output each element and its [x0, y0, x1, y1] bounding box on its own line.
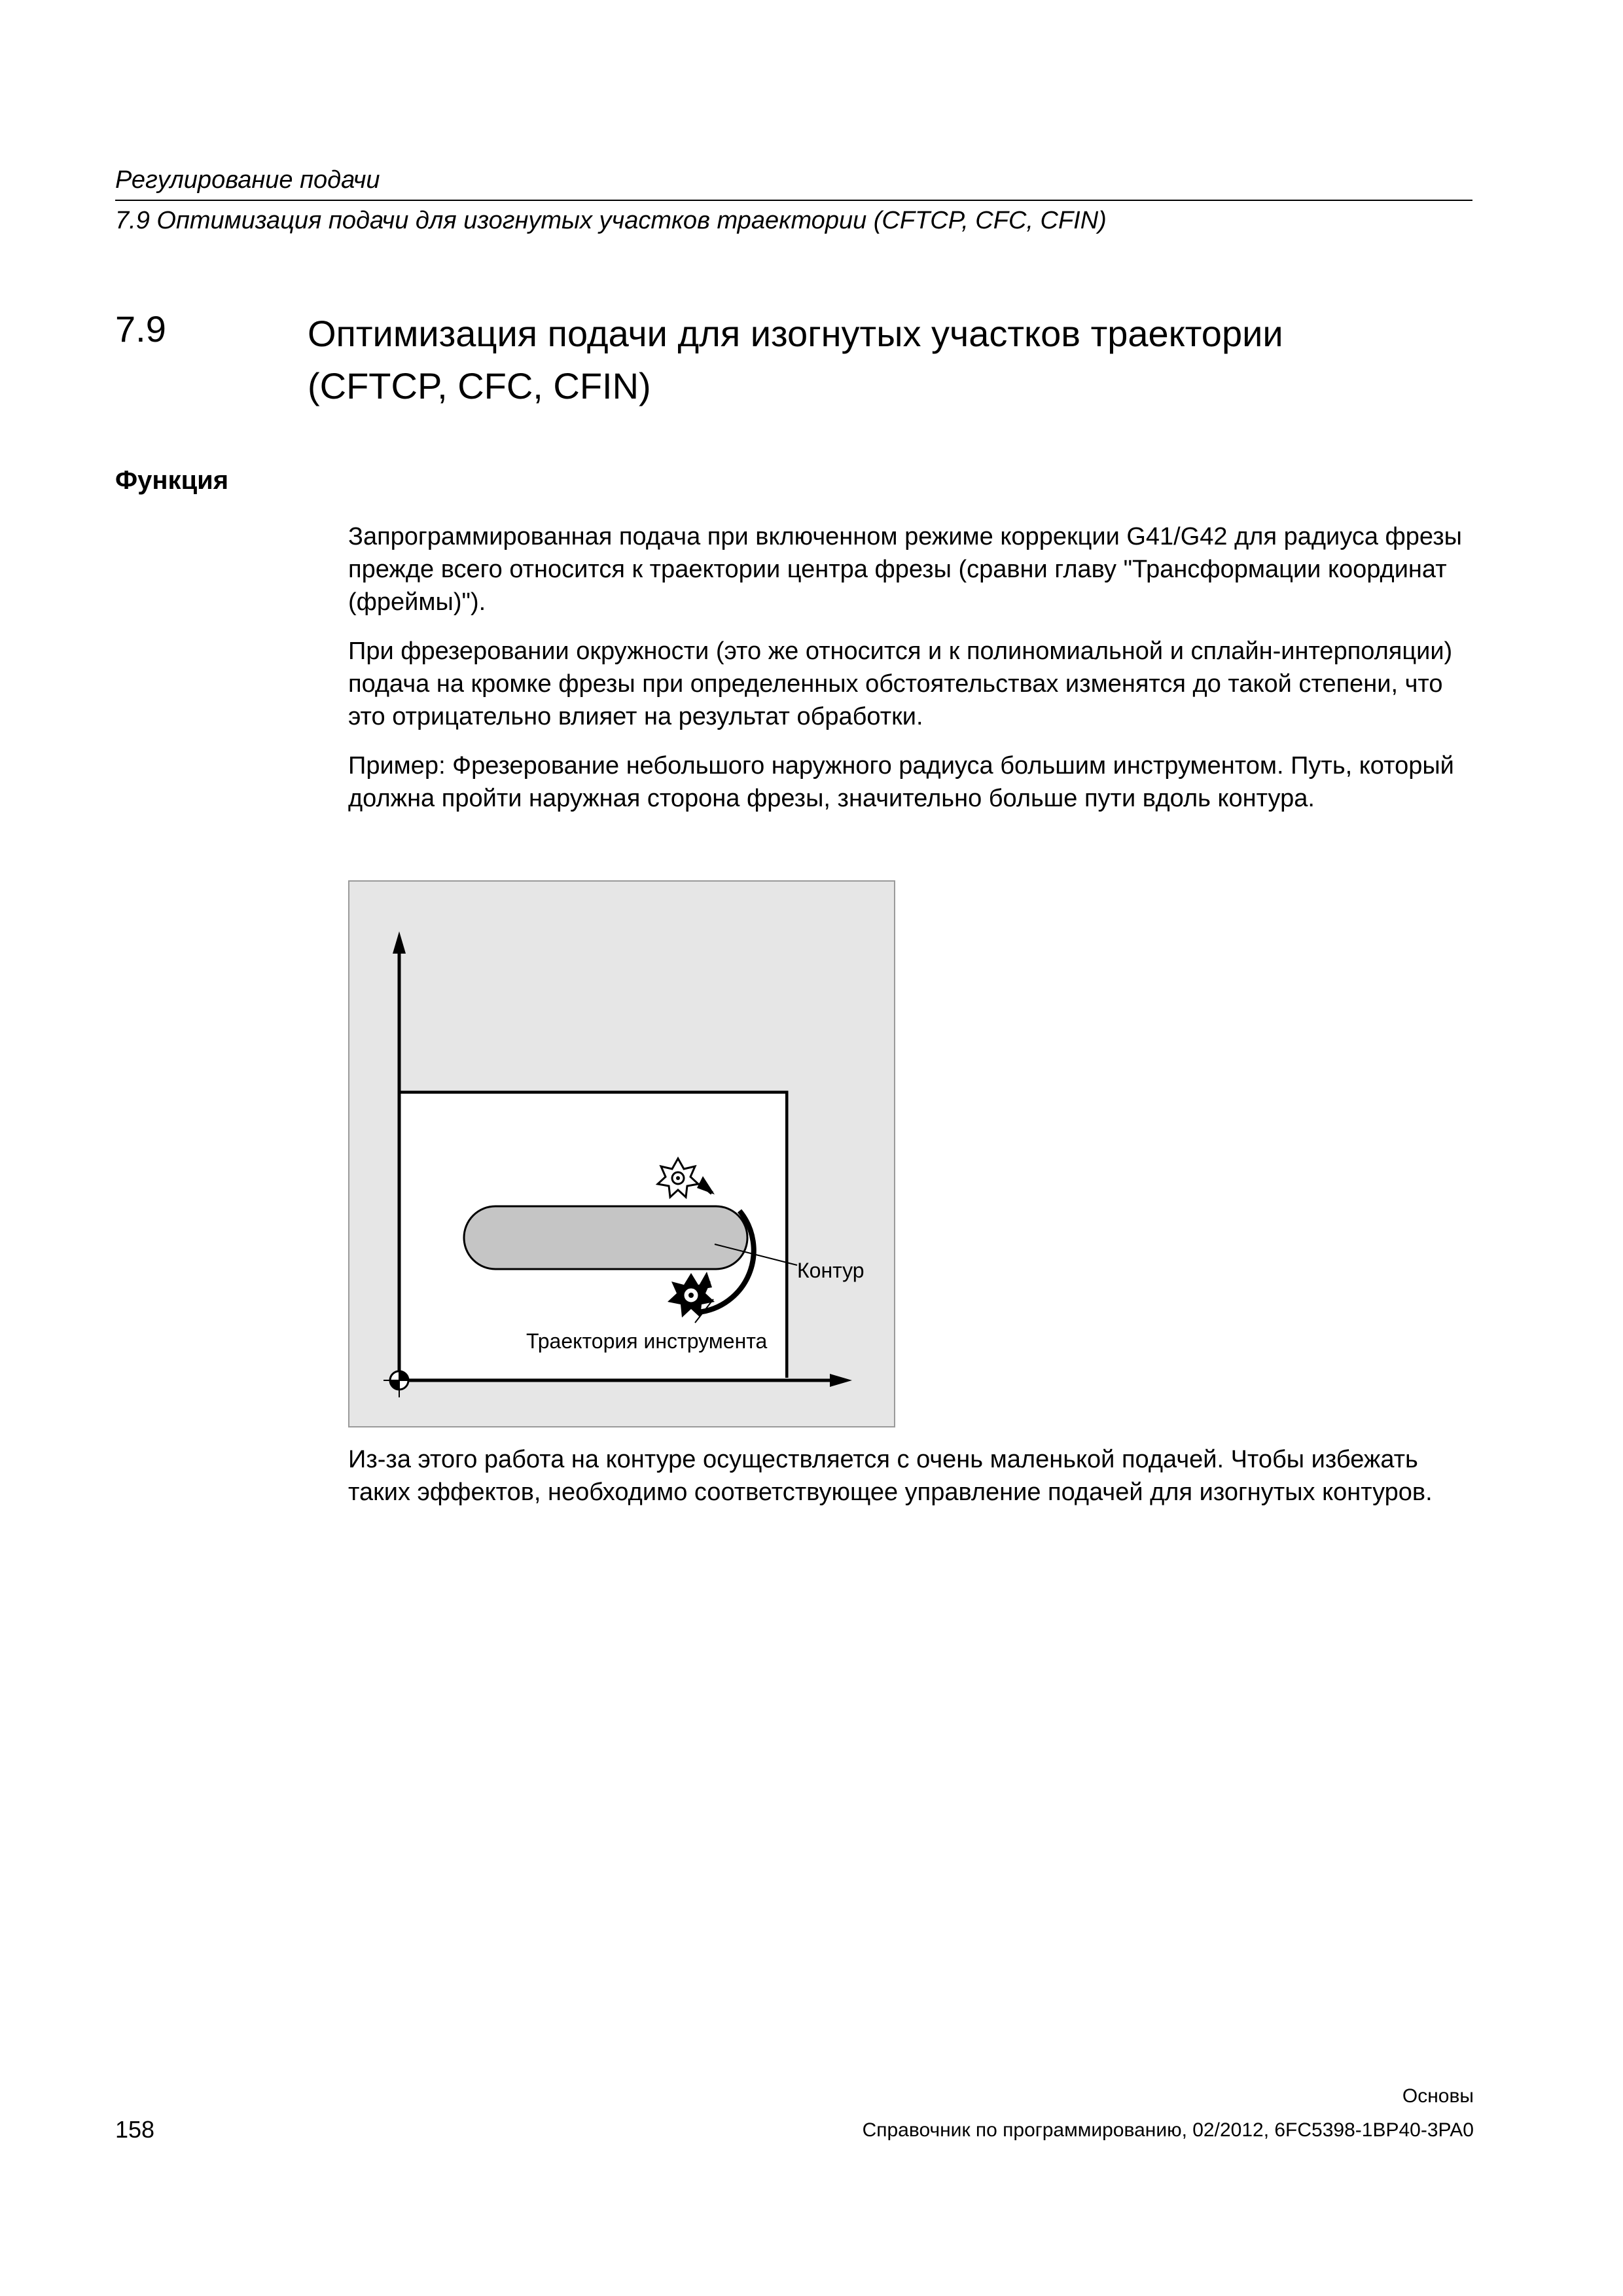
running-header-section: 7.9 Оптимизация подачи для изогнутых участков траектории (CFTCP, CFC, CFIN) [115, 207, 1107, 234]
header-rule [115, 200, 1472, 201]
paragraph-1: Запрограммированная подача при включенном режиме коррекции G41/G42 для радиуса фрезы прежде всего относится к траектории центра фрезы (сравни главу "Трансформации координат (фреймы)"). [348, 523, 1462, 616]
tool-path-label: Траектория инструмента [526, 1329, 768, 1353]
paragraph-3: Пример: Фрезерование небольшого наружного радиуса большим инструментом. Путь, который должна пройти наружная сторона фрезы, значительно больше пути вдоль контура. [348, 752, 1454, 812]
page-number: 158 [115, 2116, 155, 2143]
slot-contour [464, 1206, 747, 1269]
section-title [308, 308, 1453, 412]
paragraph-4: Из-за этого работа на контуре осуществляется с очень маленькой подачей. Чтобы избежать таких эффектов, необходимо соответствующее управление подачей для изогнутых контуров. [348, 1446, 1433, 1506]
footer-reference: Справочник по программированию, 02/2012, 6FC5398-1BP40-3PA0 [862, 2119, 1474, 2141]
running-header-chapter: Регулирование подачи [115, 166, 380, 194]
milling-diagram [348, 880, 895, 1427]
contour-label: Контур [797, 1259, 865, 1282]
section-title-line2: (CFTCP, CFC, CFIN) [308, 365, 651, 406]
section-number: 7.9 [115, 308, 166, 350]
function-heading: Функция [115, 466, 229, 495]
section-title-line1: Оптимизация подачи для изогнутых участков траектории [308, 313, 1283, 354]
footer-book-title: Основы [1402, 2085, 1474, 2107]
paragraph-2: При фрезеровании окружности (это же относится и к полиномиальной и сплайн-интерполяции) подача на кромке фрезы при определенных обстоятельствах изменятся до такой степени, что это отрицательно влияет на результат обработки. [348, 637, 1453, 730]
